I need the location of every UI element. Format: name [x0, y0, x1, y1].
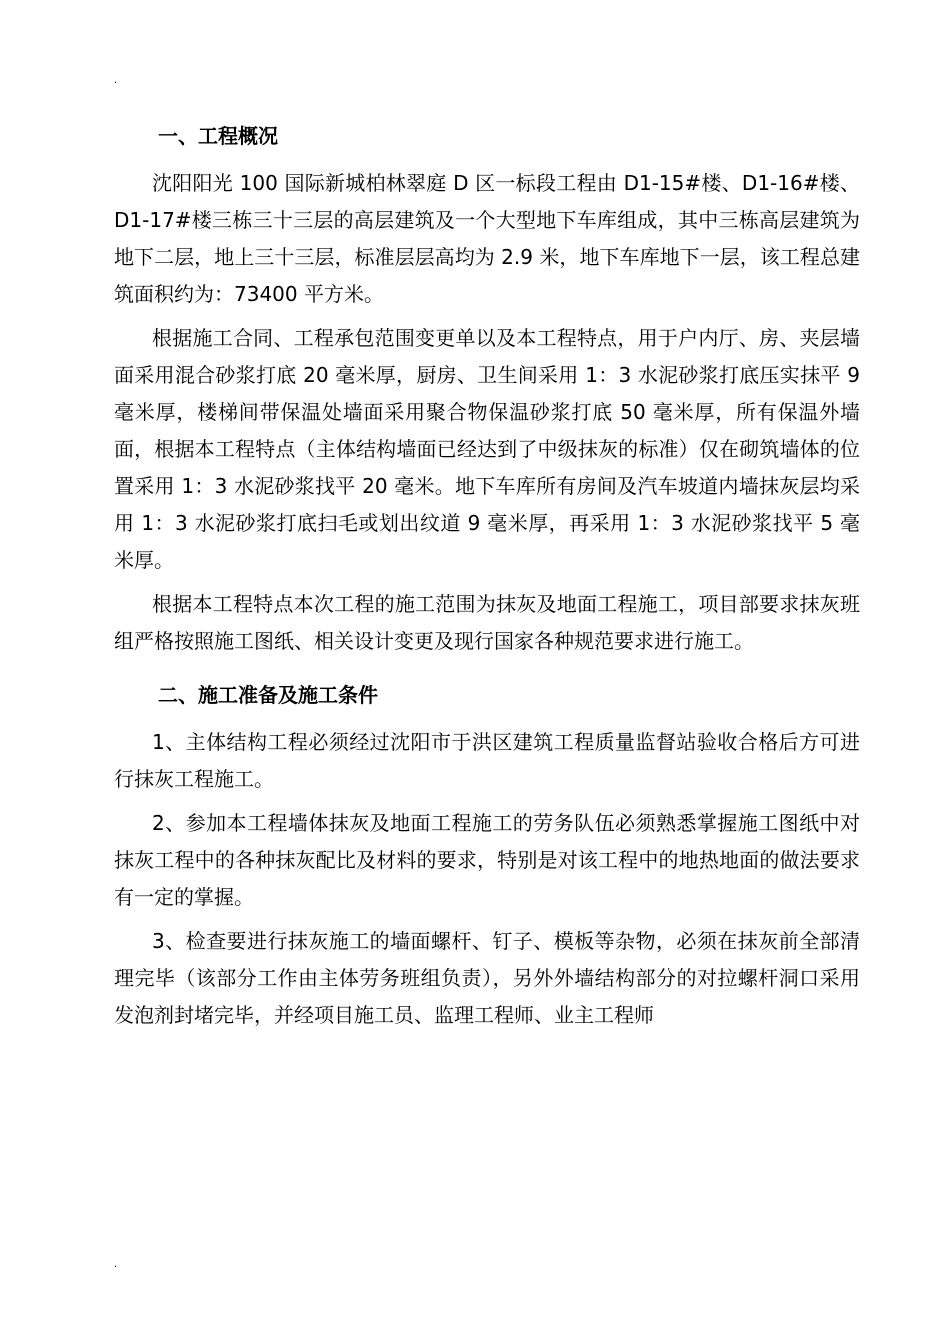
paragraph-overview-3: 根据本工程特点本次工程的施工范围为抹灰及地面工程施工，项目部要求抹灰班组严格按照施工图纸、相关设计变更及现行国家各种规范要求进行施工。: [114, 592, 860, 653]
paragraph-preparation-1: 1、主体结构工程必须经过沈阳市于洪区建筑工程质量监督站验收合格后方可进行抹灰工程施工。: [114, 730, 860, 791]
paragraph-overview-2: 根据施工合同、工程承包范围变更单以及本工程特点，用于户内厅、房、夹层墙面采用混合砂浆打底 20 毫米厚，厨房、卫生间采用 1：3 水泥砂浆打底压实抹平 9 毫米厚，楼梯间带保温处墙面采用聚合物保温砂浆打底 50 毫米厚，所有保温外墙面，根据本工程特点（主体结构墙面已经达到了中级抹灰的标准）仅在砌筑墙体的位置采用 1：3 水泥砂浆找平 20 毫米。地下车库所有房间及汽车坡道内墙抹灰层均采用 1：3 水泥砂浆打底扫毛或划出纹道 9 毫米厚，再采用 1：3 水泥砂浆找平 5 毫米厚。: [114, 326, 860, 572]
top-page-mark: .: [114, 75, 118, 86]
paragraph-preparation-2: 2、参加本工程墙体抹灰及地面工程施工的劳务队伍必须熟悉掌握施工图纸中对抹灰工程中的各种抹灰配比及材料的要求，特别是对该工程中的地热地面的做法要求有一定的掌握。: [114, 811, 860, 909]
document-body: [114, 114, 860, 1034]
section-heading-overview: 一、工程概况: [158, 124, 278, 148]
section-heading-preparation: 二、施工准备及施工条件: [158, 683, 378, 707]
bottom-page-mark: .: [114, 1259, 118, 1270]
paragraph-preparation-3: 3、检查要进行抹灰施工的墙面螺杆、钉子、模板等杂物，必须在抹灰前全部清理完毕（该部分工作由主体劳务班组负责），另外外墙结构部分的对拉螺杆洞口采用发泡剂封堵完毕，并经项目施工员、监理工程师、业主工程师: [114, 929, 860, 1027]
paragraph-overview-1: 沈阳阳光 100 国际新城柏林翠庭 D 区一标段工程由 D1-15#楼、D1-16#楼、D1-17#楼三栋三十三层的高层建筑及一个大型地下车库组成，其中三栋高层建筑为地下二层，地上三十三层，标准层层高均为 2.9 米，地下车库地下一层，该工程总建筑面积约为：73400 平方米。: [114, 171, 860, 306]
